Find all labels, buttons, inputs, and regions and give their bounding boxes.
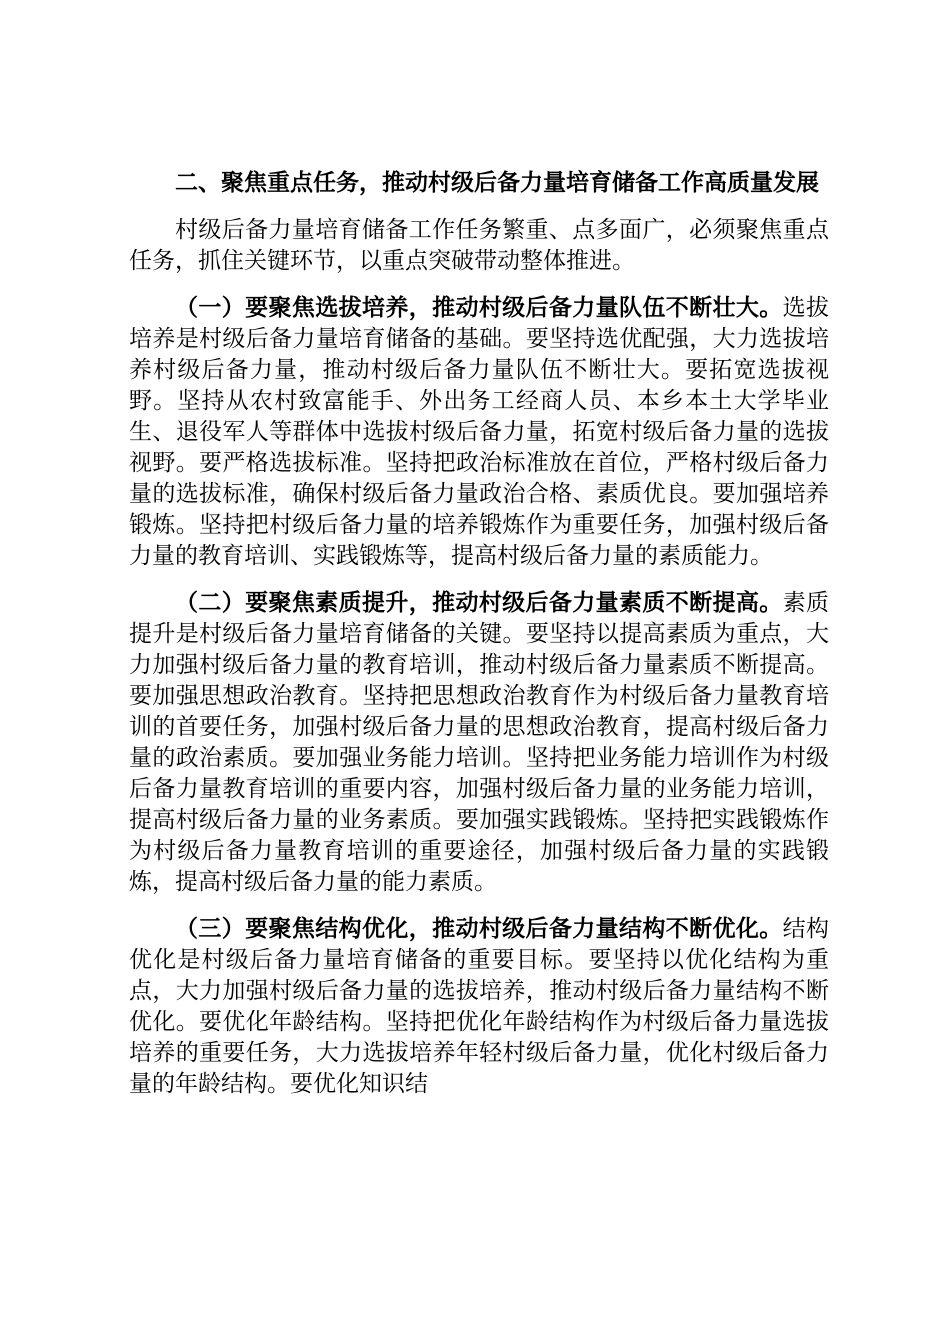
subsection-2-paragraph xyxy=(129,588,829,898)
subsection-3-paragraph xyxy=(129,914,829,1100)
subsection-1-body: 选拔培养是村级后备力量培育储备的基础。要坚持选优配强，大力选拔培养村级后备力量，推动村级后备力量队伍不断壮大。要拓宽选拔视野。坚持从农村致富能手、外出务工经商人员、本乡本土大学毕业生、退役军人等群体中选拔村级后备力量，拓宽村级后备力量的选拔视野。要严格选拔标准。坚持把政治标准放在首位，严格村级后备力量的选拔标准，确保村级后备力量政治合格、素质优良。要加强培养锻炼。坚持把村级后备力量的培养锻炼作为重要任务，加强村级后备力量的教育培训、实践锻炼等，提高村级后备力量的素质能力。 xyxy=(129,295,830,569)
subsection-2-heading: （二）要聚焦素质提升，推动村级后备力量素质不断提高。 xyxy=(175,590,783,616)
subsection-2-body: 素质提升是村级后备力量培育储备的关键。要坚持以提高素质为重点，大力加强村级后备力量的教育培训，推动村级后备力量素质不断提高。要加强思想政治教育。坚持把思想政治教育作为村级后备力量教育培训的首要任务，加强村级后备力量的思想政治教育，提高村级后备力量的政治素质。要加强业务能力培训。坚持把业务能力培训作为村级后备力量教育培训的重要内容，加强村级后备力量的业务能力培训，提高村级后备力量的业务素质。要加强实践锻炼。坚持把实践锻炼作为村级后备力量教育培训的重要途径，加强村级后备力量的实践锻炼，提高村级后备力量的能力素质。 xyxy=(129,590,830,895)
subsection-3-body: 结构优化是村级后备力量培育储备的重要目标。要坚持以优化结构为重点，大力加强村级后备力量的选拔培养，推动村级后备力量结构不断优化。要优化年龄结构。坚持把优化年龄结构作为村级后备力量选拔培养的重要任务，大力选拔培养年轻村级后备力量，优化村级后备力量的年龄结构。要优化知识结 xyxy=(129,916,830,1097)
document-body xyxy=(129,168,829,1116)
subsection-1-heading: （一）要聚焦选拔培养，推动村级后备力量队伍不断壮大。 xyxy=(175,295,783,321)
intro-paragraph: 村级后备力量培育储备工作任务繁重、点多面广，必须聚焦重点任务，抓住关键环节，以重点突破带动整体推进。 xyxy=(129,217,829,274)
subsection-1-paragraph xyxy=(129,293,829,572)
section-heading: 二、聚焦重点任务，推动村级后备力量培育储备工作高质量发展 xyxy=(175,170,819,196)
subsection-3-heading: （三）要聚焦结构优化，推动村级后备力量结构不断优化。 xyxy=(175,916,783,942)
section-heading-para xyxy=(129,168,829,199)
